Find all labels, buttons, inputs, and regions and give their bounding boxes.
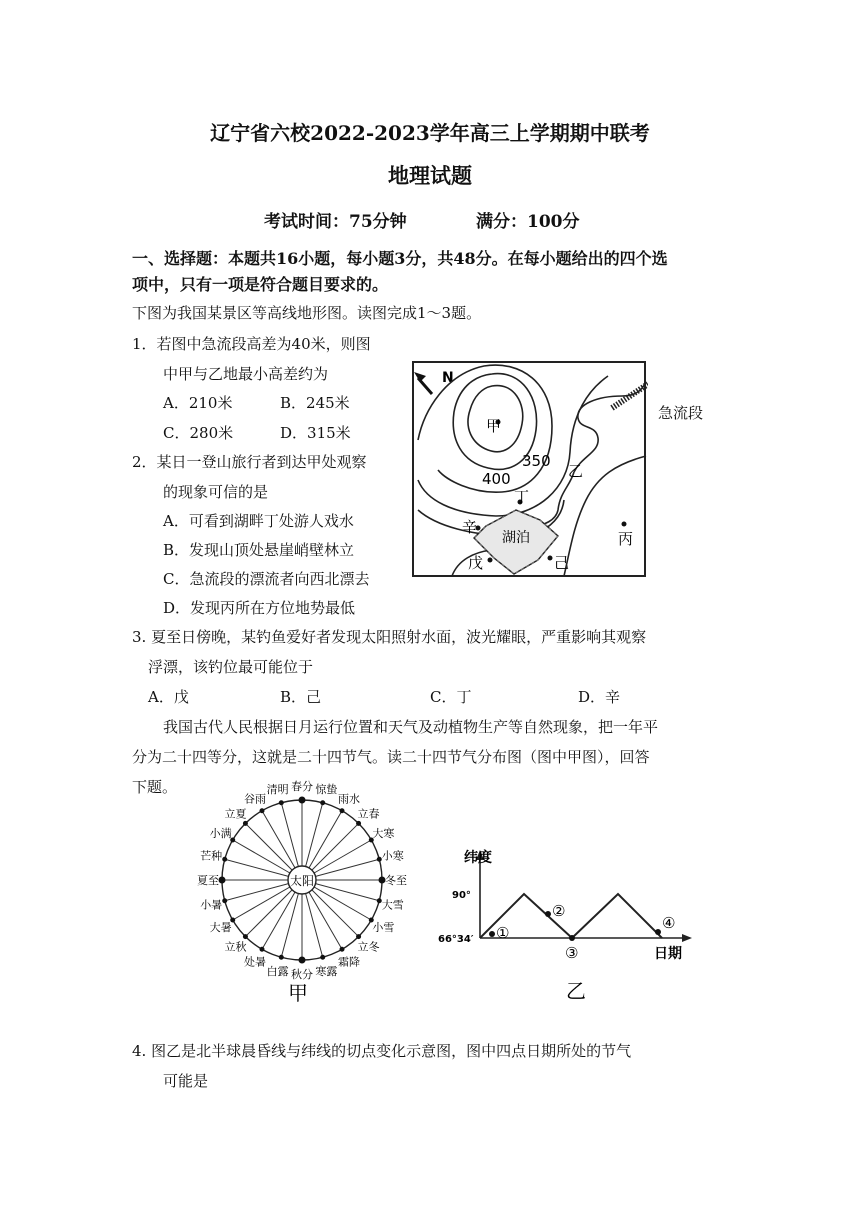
term-label: 雨水: [338, 792, 360, 806]
term-label: 春分: [291, 780, 313, 793]
term-dot: [340, 808, 345, 813]
subject-title: 地理试题: [388, 163, 472, 188]
spoke-line: [225, 884, 289, 901]
q1-option-a: A．210米: [163, 394, 233, 412]
term-label: 大雪: [381, 898, 404, 912]
term-label: 白露: [266, 964, 289, 978]
svg-text:甲: 甲: [486, 417, 502, 435]
q2-option-a: A．可看到湖畔丁处游人戏水: [163, 512, 354, 530]
spoke-line: [316, 859, 380, 876]
term-dot: [243, 934, 248, 939]
point-2: ②: [552, 902, 566, 920]
term-label: 秋分: [291, 968, 313, 981]
term-dot: [219, 877, 226, 884]
term-label: 小雪: [372, 921, 395, 934]
term-label: 立冬: [357, 940, 380, 954]
term-label: 处暑: [244, 955, 266, 969]
section1-instruction-line1: 一、选择题：本题共16小题，每小题3分，共48分。在每小题给出的四个选: [132, 249, 668, 268]
term-dot: [243, 821, 248, 826]
x-axis-label: 日期: [654, 946, 682, 962]
q1-stem-line2: 中甲与乙地最小高差约为: [163, 365, 329, 383]
svg-text:戊: 戊: [468, 554, 484, 572]
sun-label: 太阳: [289, 874, 315, 888]
spoke-line: [312, 823, 359, 870]
q2-stem-line2: 的现象可信的是: [163, 483, 269, 501]
spoke-line: [306, 803, 323, 867]
q2-option-d: D．发现丙所在方位地势最低: [163, 599, 356, 617]
full-score: 满分：100分: [476, 212, 580, 232]
passage-line1: 我国古代人民根据日月运行位置和天气及动植物生产等自然现象，把一年平: [163, 718, 659, 736]
term-label: 寒露: [315, 964, 338, 978]
y-tick-bottom: 66°34′: [438, 934, 474, 945]
term-label: 惊蛰: [315, 783, 338, 797]
figure-jia-caption: 甲: [288, 981, 308, 1002]
figure-yi-caption: 乙: [566, 979, 586, 1003]
svg-text:乙: 乙: [568, 462, 584, 480]
term-dot: [222, 857, 227, 862]
section1-instruction-line2: 项中，只有一项是符合题目要求的。: [132, 275, 389, 294]
svg-text:己: 己: [554, 554, 570, 572]
svg-text:400: 400: [482, 470, 511, 488]
term-dot: [260, 808, 265, 813]
q1-stem-line1: 1．若图中急流段高差为40米，则图: [132, 335, 371, 353]
term-label: 霜降: [338, 955, 360, 969]
q4-stem-line1: 4. 图乙是北半球晨昏线与纬线的切点变化示意图，图中四点日期所处的节气: [132, 1042, 632, 1060]
term-label: 立春: [357, 807, 380, 821]
spoke-line: [306, 894, 323, 958]
svg-text:湖泊: 湖泊: [502, 530, 530, 546]
svg-text:辛: 辛: [462, 518, 478, 536]
q1-option-b: B．245米: [280, 394, 350, 412]
q3-option-d: D．辛: [578, 688, 621, 706]
term-dot: [320, 955, 325, 960]
term-label: 小寒: [381, 849, 404, 863]
term-dot: [356, 934, 361, 939]
q3-option-b: B．己: [280, 688, 322, 706]
term-dot: [222, 898, 227, 903]
y-axis-label: 纬度: [464, 850, 492, 866]
term-label: 立夏: [224, 807, 247, 821]
point-bing: [622, 522, 627, 527]
term-label: 冬至: [385, 874, 407, 887]
term-label: 大暑: [209, 921, 232, 934]
term-dot: [299, 797, 306, 804]
term-label: 小满: [209, 827, 232, 840]
term-label: 夏至: [197, 874, 219, 887]
spoke-line: [245, 823, 292, 870]
rapids-label: 急流段: [658, 404, 704, 422]
q3-option-c: C．丁: [430, 688, 472, 706]
svg-text:350: 350: [522, 452, 551, 470]
term-label: 清明: [266, 783, 289, 797]
term-label: 芒种: [200, 849, 223, 863]
point-ji: [548, 556, 553, 561]
contour-map: [412, 360, 648, 582]
passage-line3: 下题。: [132, 778, 178, 796]
point-wu: [488, 558, 493, 563]
term-label: 小暑: [200, 898, 223, 912]
term-dot: [299, 957, 306, 964]
point-1: ①: [496, 924, 510, 942]
q3-stem-line1: 3. 夏至日傍晚，某钓鱼爱好者发现太阳照射水面，波光耀眼，严重影响其观察: [132, 628, 647, 646]
q2-option-c: C．急流段的漂流者向西北漂去: [163, 570, 370, 588]
svg-text:丁: 丁: [514, 488, 530, 506]
term-label: 大寒: [372, 827, 395, 840]
solar-terms-figure: [186, 780, 436, 1002]
exam-title: 辽宁省六校2022-2023学年高三上学期期中联考: [210, 121, 650, 145]
point-4: ④: [662, 914, 676, 932]
q4-stem-line2: 可能是: [163, 1072, 209, 1090]
q1-option-c: C．280米: [163, 424, 234, 442]
point-3: ③: [565, 944, 579, 962]
spoke-line: [281, 803, 298, 867]
q1-option-d: D．315米: [280, 424, 351, 442]
term-dot: [279, 955, 284, 960]
q3-stem-line2: 浮漂，该钓位最可能位于: [148, 658, 314, 676]
spoke-line: [281, 894, 298, 958]
exam-time: 考试时间：75分钟: [264, 212, 407, 232]
term-dot: [279, 800, 284, 805]
spoke-line: [225, 859, 289, 876]
term-dot: [356, 821, 361, 826]
north-label: N: [442, 370, 454, 386]
term-label: 立秋: [224, 940, 247, 954]
term-dot: [340, 947, 345, 952]
svg-text:丙: 丙: [618, 530, 634, 548]
map-intro: 下图为我国某景区等高线地形图。读图完成1～3题。: [132, 304, 482, 322]
passage-line2: 分为二十四等分，这就是二十四节气。读二十四节气分布图（图中甲图），回答: [132, 748, 650, 766]
term-dot: [320, 800, 325, 805]
spoke-line: [245, 890, 292, 937]
term-dot: [260, 947, 265, 952]
spoke-line: [316, 884, 380, 901]
term-label: 谷雨: [244, 792, 266, 806]
q3-option-a: A．戊: [148, 688, 189, 706]
q2-option-b: B．发现山顶处悬崖峭壁林立: [163, 541, 355, 559]
tangent-point-figure: [436, 846, 696, 1006]
q2-stem-line1: 2．某日一登山旅行者到达甲处观察: [132, 453, 367, 471]
spoke-line: [312, 890, 359, 937]
y-tick-top: 90°: [452, 890, 471, 901]
